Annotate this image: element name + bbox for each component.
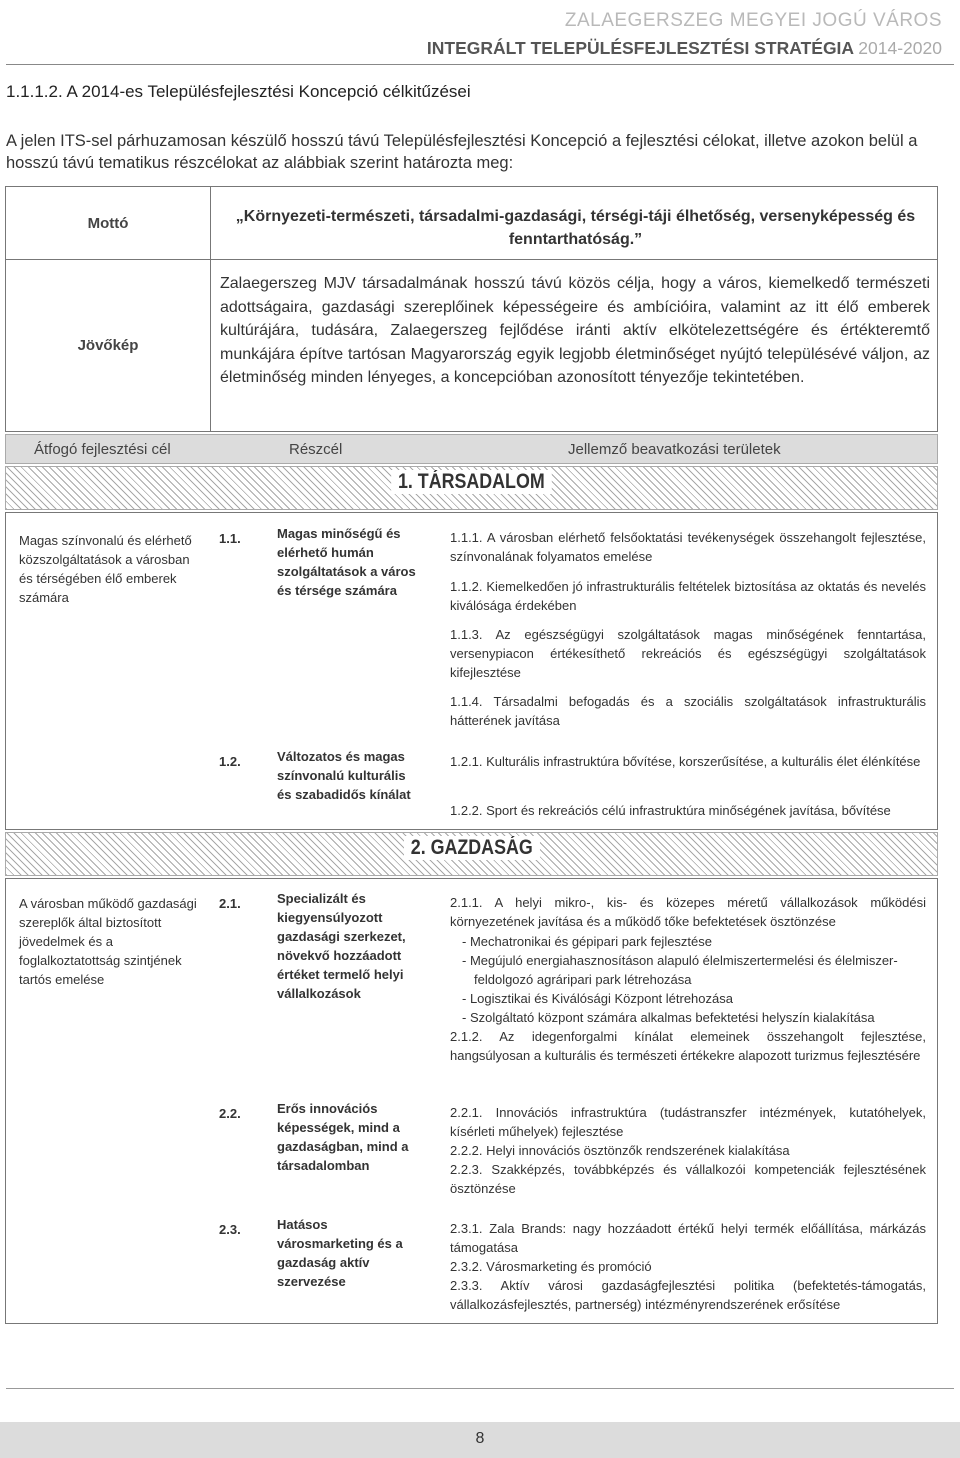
overall-goal: A városban működő gazdasági szereplők által biztosított jövedelmek és a foglalkoztatottság szintjének tartós emelése (19, 896, 197, 987)
intervention-item: 2.1.1. A helyi mikro-, kis- és közepes méretű vállalkozások működési környezetének javítása és a működő tőke befektetések ösztönzése (450, 895, 926, 929)
intervention-item: 1.1.1. A városban elérhető felsőoktatási tevékenységek összehangolt fejlesztése, színvonalának folyamatos emelése (450, 530, 926, 564)
column-header-row (5, 434, 938, 464)
subgoal-number: 1.2. (219, 754, 241, 769)
intervention-item: 2.2.1. Innovációs infrastruktúra (tudástranszfer intézmények, kutatóhelyek, kísérleti műhelyek) fejlesztése (450, 1105, 926, 1139)
header-strategy (427, 38, 942, 59)
vision-label: Jövőkép (77, 337, 139, 354)
section-title-economy: 2. GAZDASÁG (404, 836, 540, 860)
intervention-item: 1.1.3. Az egészségügyi szolgáltatások magas minőségének fenntartása, versenypiacon értékesíthető rekreációs és egészségügyi szolgáltatások kifejlesztése (450, 627, 926, 680)
motto-vision-table (5, 186, 938, 432)
subgoal-name: Hatásos városmarketing és a gazdaság aktív szervezése (277, 1217, 403, 1289)
subgoal-name: Erős innovációs képességek, mind a gazdaságban, mind a társadalomban (277, 1101, 409, 1173)
header-city: ZALAEGERSZEG MEGYEI JOGÚ VÁROS (564, 10, 942, 31)
intervention-item: 2.2.3. Szakképzés, továbbképzés és vállalkozói kompetenciák fejlesztésének ösztönzése (450, 1162, 926, 1196)
column-header-goal: Átfogó fejlesztési cél (34, 441, 171, 458)
vision-text: Zalaegerszeg MJV társadalmának hosszú távú közös célja, hogy a város, kiemelkedő természeti adottságaira, gazdasági szereplőinek képességeire és ambícióira, valamint az itt élő emberek kultúrájára, tudására, Zalaegerszeg fejlődése iránti aktív elkötelezettségére és értékteremtő munkájára építve tartósan Magyarország egyik legjobb életminőséget nyújtó településévé váljon, az életminőség minden lényeges, a koncepcióban azonosított tényezője tekintetében. (220, 275, 930, 386)
subgoal-name: Specializált és kiegyensúlyozott gazdasági szerkezet, növekvő hozzáadott értéket termelő helyi vállalkozások (277, 891, 406, 1001)
intervention-subitem: - Mechatronikai és gépipari park fejlesztése (462, 934, 713, 949)
intervention-item: 2.3.3. Aktív városi gazdaságfejlesztési politika (befektetés-támogatás, vállalkozásfejlesztés, partnerség) intézményrendszerének erősítése (450, 1278, 926, 1312)
section-banner-economy (5, 832, 938, 876)
header-strategy-title: INTEGRÁLT TELEPÜLÉSFEJLESZTÉSI STRATÉGIA (426, 38, 854, 58)
intro-paragraph: A jelen ITS-sel párhuzamosan készülő hosszú távú Településfejlesztési Koncepció a fejlesztési célokat, illetve azokon belül a hosszú távú tematikus részcélokat az alábbiak szerint határozta meg: (6, 132, 918, 172)
page-number: 8 (0, 1422, 960, 1458)
column-header-areas: Jellemző beavatkozási területek (568, 441, 781, 458)
motto-label: Mottó (87, 215, 129, 232)
section-banner-title (6, 470, 937, 494)
intervention-subitem: - Megújuló energiahasznosításon alapuló élelmiszertermelési és élelmiszer-feldolgozó agráripari park létrehozása (462, 953, 898, 987)
subgoal-name: Magas minőségű és elérhető humán szolgáltatások a város és térsége számára (277, 526, 416, 598)
subgoal-number: 2.1. (219, 896, 241, 911)
subgoal-name: Változatos és magas színvonalú kulturális és szabadidős kínálat (277, 749, 411, 802)
intervention-item: 1.1.4. Társadalmi befogadás és a szociális szolgáltatások infrastrukturális hátterének javítása (450, 694, 926, 728)
overall-goal: Magas színvonalú és elérhető közszolgáltatások a városban és térségében élő emberek számára (19, 533, 192, 605)
section-title: 1.1.1.2. A 2014-es Településfejlesztési Koncepció célkitűzései (6, 82, 471, 101)
intervention-item: 2.1.2. Az idegenforgalmi kínálat elemeinek összehangolt fejlesztése, hangsúlyosan a kulturális és természeti értékekre alapozott turizmus fejlesztésére (450, 1029, 926, 1063)
table-divider (6, 259, 937, 260)
intervention-item: 2.2.2. Helyi innovációs ösztönzők rendszerének kialakítása (450, 1143, 790, 1158)
motto-text: „Környezeti-természeti, társadalmi-gazdasági, térségi-táji élhetőség, versenyképesség és fenntarthatóság.” (235, 208, 916, 248)
intervention-subitem: - Logisztikai és Kiválósági Központ létrehozása (462, 991, 733, 1006)
footer-rule (6, 1388, 954, 1389)
intervention-item: 2.3.1. Zala Brands: nagy hozzáadott értékű helyi termék előállítása, márkázás támogatása (450, 1221, 926, 1255)
intervention-item: 1.2.1. Kulturális infrastruktúra bővítése, korszerűsítése, a kulturális élet élénkítése (450, 754, 921, 769)
column-header-sub: Részcél (289, 441, 343, 458)
subgoal-number: 1.1. (219, 531, 241, 546)
section-banner-title (6, 836, 937, 860)
subgoal-number: 2.3. (219, 1222, 241, 1237)
section-block-society (5, 512, 938, 830)
section-banner-society (5, 466, 938, 510)
section-block-economy (5, 878, 938, 1324)
intervention-subitem: - Szolgáltató központ számára alkalmas befektetési helyszín kialakítása (462, 1010, 875, 1025)
header-rule (6, 64, 954, 65)
subgoal-number: 2.2. (219, 1106, 241, 1121)
header-years: 2014-2020 (858, 38, 942, 58)
intervention-item: 2.3.2. Városmarketing és promóció (450, 1259, 652, 1274)
table-divider (210, 187, 211, 431)
section-title-society: 1. TÁRSADALOM (391, 470, 551, 494)
intervention-item: 1.2.2. Sport és rekreációs célú infrastruktúra minőségének javítása, bővítése (450, 803, 891, 818)
intervention-item: 1.1.2. Kiemelkedően jó infrastrukturális feltételek biztosítása az oktatás és nevelés kiválósága érdekében (450, 579, 926, 613)
